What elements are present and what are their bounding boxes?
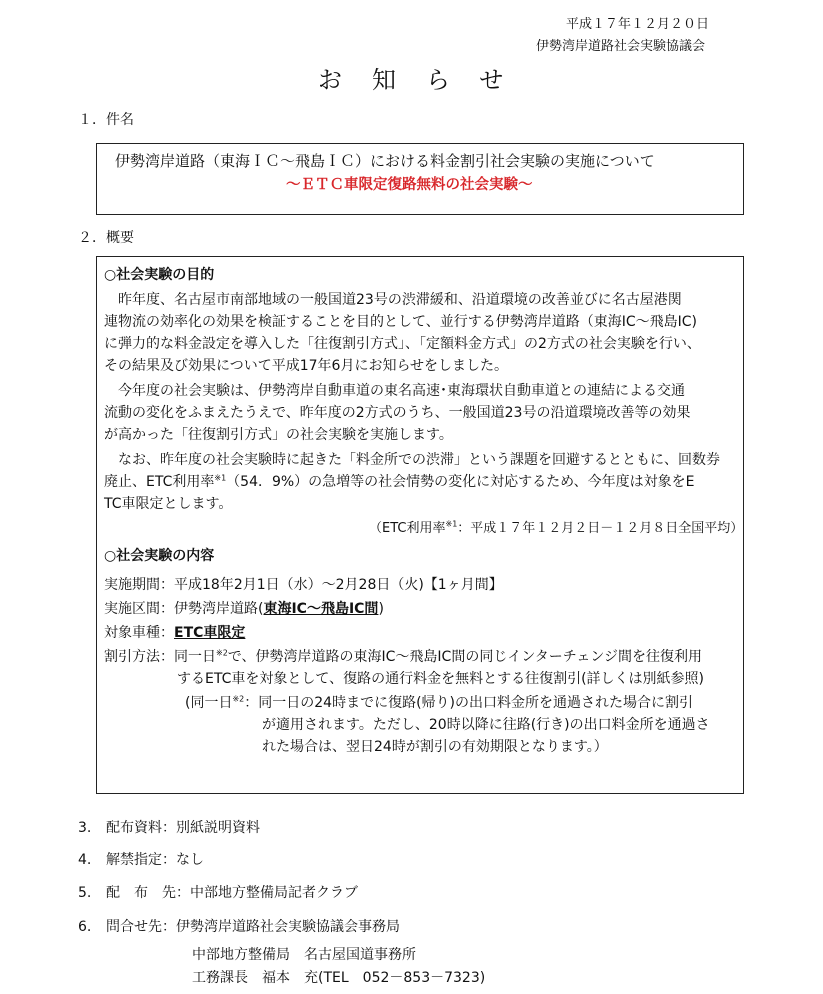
distribution-materials: 配布資料：別紙説明資料 xyxy=(106,820,260,836)
embargo-designation: 解禁指定：なし xyxy=(106,852,204,868)
purpose-p1-line4: その結果及び効果について平成17年6月にお知らせをしました。 xyxy=(104,358,509,374)
target-vehicle-value: ETC車限定 xyxy=(174,625,246,641)
section-3-number: 3. xyxy=(78,820,92,836)
same-day-definition-line1: (同一日$^{※2}$：同一日の24時までに復路(帰り)の出口料金所を通過された場合に割引 xyxy=(185,694,694,711)
section-1-label: １．件名 xyxy=(78,112,134,128)
purpose-heading: ○社会実験の目的 xyxy=(104,267,215,283)
purpose-p1-line1: 昨年度、名古屋市南部地域の一般国道23号の渋滞緩和、沿道環境の改善並びに名古屋港関 xyxy=(104,292,682,308)
section-value: 東海IC～飛島IC間 xyxy=(263,601,379,617)
etc-usage-note: （ETC利用率$^{※1}$：平成１７年１２月２日－１２月８日全国平均） xyxy=(369,519,744,536)
content-heading: ○社会実験の内容 xyxy=(104,548,215,564)
purpose-p2-line2: 流動の変化をふまえたうえで、昨年度の2方式のうち、一般国道23号の沿道環境改善等の効果 xyxy=(104,405,691,421)
subject-text: 伊勢湾岸道路（東海ＩＣ～飛島ＩＣ）における料金割引社会実験の実施について xyxy=(115,152,655,170)
purpose-p3-line1: なお、昨年度の社会実験時に起きた「料金所での渋滞」という課題を回避するとともに、回数券 xyxy=(104,452,720,468)
distribution-destination: 配 布 先：中部地方整備局記者クラブ xyxy=(106,885,358,901)
purpose-p1-line2: 連物流の効率化の効果を検証することを目的として、並行する伊勢湾岸道路（東海IC～飛島IC) xyxy=(104,314,697,330)
implementation-section: 実施区間：伊勢湾岸道路(東海IC～飛島IC間) xyxy=(104,601,384,617)
section-2-label: ２．概要 xyxy=(78,230,134,246)
purpose-p3-line2: 廃止、ETC利用率$^{※1}$（54．9%）の急増等の社会情勢の変化に対応するため、今年度は対象をE xyxy=(104,473,695,490)
issuer-organization: 伊勢湾岸道路社会実験協議会 xyxy=(536,39,706,54)
purpose-p2-line1: 今年度の社会実験は、伊勢湾岸自動車道の東名高速･東海環状自動車道との連結による交通 xyxy=(104,383,685,399)
discount-method-line2: するETC車を対象として、復路の通行料金を無料とする往復割引(詳しくは別紙参照) xyxy=(177,671,704,687)
same-day-definition-line3: れた場合は、翌日24時が割引の有効期限となります。） xyxy=(262,739,608,755)
document-date: 平成１７年１２月２０日 xyxy=(566,17,710,32)
section-4-number: 4. xyxy=(78,852,92,868)
section-6-number: 6. xyxy=(78,919,92,935)
contact-office: 中部地方整備局 名古屋国道事務所 xyxy=(192,947,416,963)
section-5-number: 5. xyxy=(78,885,92,901)
same-day-definition-line2: が適用されます。ただし、20時以降に往路(行き)の出口料金所を通過さ xyxy=(262,717,710,733)
purpose-p1-line3: に弾力的な料金設定を導入した「往復割引方式」、「定額料金方式」の2方式の社会実験を行い、 xyxy=(104,336,701,352)
inquiries: 問合せ先：伊勢湾岸道路社会実験協議会事務局 xyxy=(106,919,400,935)
subject-box xyxy=(96,143,744,215)
discount-method-line1: 割引方法：同一日$^{※2}$で、伊勢湾岸道路の東海IC～飛島IC間の同じインターチェンジ間を往復利用 xyxy=(104,648,702,665)
purpose-p3-line3: TC車限定とします。 xyxy=(104,496,233,512)
overview-box xyxy=(96,256,744,794)
subject-subtitle: ～ＥＴＣ車限定復路無料の社会実験～ xyxy=(286,177,533,193)
implementation-period: 実施期間：平成18年2月1日（水）～2月28日（火)【1ヶ月間】 xyxy=(104,577,503,593)
footnote-marker-1: ※1 xyxy=(214,473,227,483)
page-title: お知らせ xyxy=(318,66,534,94)
purpose-p2-line3: が高かった「往復割引方式」の社会実験を実施します。 xyxy=(104,427,453,443)
contact-person: 工務課長 福本 充(TEL 052－853－7323) xyxy=(192,970,486,986)
target-vehicle: 対象車種：ETC車限定 xyxy=(104,625,246,641)
